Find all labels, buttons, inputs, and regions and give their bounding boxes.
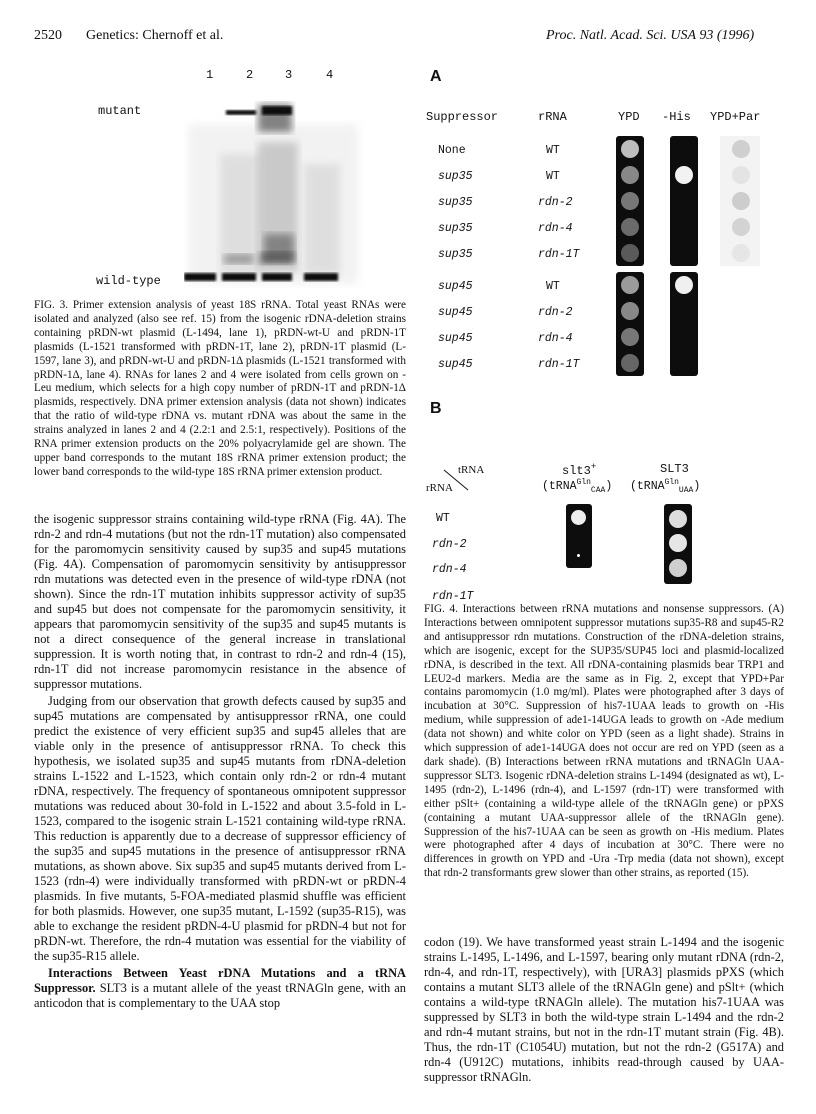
ypd-par-plate-strip — [720, 136, 760, 266]
col-header-suppressor: Suppressor — [426, 110, 499, 124]
row-label: rdn-2 — [432, 538, 467, 551]
col-header-ypd: YPD — [618, 110, 640, 124]
row-rrna: rdn-1T — [538, 248, 580, 261]
col2-sub-codon: UAA — [678, 486, 694, 496]
journal-citation: Proc. Natl. Acad. Sci. USA 93 (1996) — [546, 28, 755, 43]
slt3-wt-plate-strip — [566, 504, 592, 568]
figure-4b — [424, 400, 784, 603]
col2-subheader — [630, 478, 700, 495]
col1-sub-text: (tRNA — [542, 479, 577, 493]
gel-image — [184, 84, 364, 290]
body-paragraph: the isogenic suppressor strains containing wild-type rRNA (Fig. 4A). The rdn-2 and rdn-4 mutations (but not the rdn-1T mutation) also compensated for the paromomycin sensitivity caused by sup35 and sup45 mutations (Fig. 4A). Compensation of paromomycin sensitivity by antisuppressor rdn mutations was detected even in the presence of wild-type rDNA (not shown). Since the rdn-1T mutation inhibits suppressor activity of sup35 and sup45 but does not compensate for the paromomycin sensitivity, it appears that paromomycin sensitivity of the sup35 and sup45 mutants is not a direct consequence of the general increase in translational suppression. It is worth noting that, in contrast to rdn-2 and rdn-4 (15), rdn-1T did not increase paromomycin resistance in the absence of suppressor mutations. — [34, 512, 406, 691]
corner-label-trna: tRNA — [458, 464, 485, 476]
his-plate-strip — [670, 136, 698, 266]
panel-label-a: A — [430, 68, 442, 85]
row-suppressor: sup35 — [438, 248, 473, 261]
row-label: rdn-4 — [432, 563, 467, 576]
col2-sub-close: ) — [693, 479, 701, 493]
row-suppressor: sup45 — [438, 358, 473, 371]
col1-header — [562, 462, 596, 478]
col1-sub-close: ) — [605, 479, 613, 493]
col1-sub-codon: CAA — [590, 486, 606, 496]
figure-3 — [34, 62, 406, 294]
wildtype-band-label: wild-type — [96, 274, 161, 288]
figure-3-caption: FIG. 3. Primer extension analysis of yeast 18S rRNA. Total yeast RNAs were isolated and analyzed (also see ref. 15) from the isogenic rDNA-deletion strains containing pRDN-wt plasmid (L-1494, lane 1), pRDN-wt-U and pRDN-1T plasmids (L-1521 transformed with pRDN-1T, lane 2), pRDN-1T plasmid (L-1597, lane 3), and pRDN-wt-U and pRDN-1Δ plasmids (L-1521 transformed with pRDN-1Δ, lane 4). RNAs for lanes 2 and 4 were isolated from cells grown on -Leu medium, which selects for a high copy number of pRDN-1T and pRDN-1Δ plasmids, respectively. DNA primer extension analysis (data not shown) indicates that the ratio of wild-type rDNA vs. mutant rDNA was about the same in the strains analyzed in lanes 2 and 4 (2.2:1 and 2.5:1, respectively). Positions of the RNA primer extension products on the 20% polyacrylamide gel are shown. The upper band corresponds to the mutant 18S rRNA primer extension product; the lower band corresponds to the wild-type 18S rRNA primer extension product. — [34, 299, 406, 478]
col1-sup: + — [590, 462, 597, 472]
lane-label: 4 — [326, 68, 334, 82]
section-text: SLT3 is a mutant allele of the yeast tRNAGln gene, with an anticodon that is complementary to the UAA stop — [34, 981, 406, 1010]
row-rrna: rdn-2 — [538, 306, 573, 319]
row-suppressor: sup35 — [438, 170, 473, 183]
row-suppressor: sup45 — [438, 280, 473, 293]
row-suppressor: None — [438, 144, 466, 157]
slt3-mutant-plate-strip — [664, 504, 692, 584]
running-title: Genetics: Chernoff et al. — [86, 28, 224, 43]
row-suppressor: sup45 — [438, 332, 473, 345]
row-rrna: WT — [546, 170, 560, 183]
row-label: rdn-1T — [432, 590, 474, 603]
body-paragraph: Judging from our observation that growth defects caused by sup35 and sup45 mutations are compensated by antisuppressor rRNA, one could predict the existence of very efficient sup35 and sup45 alleles that are viable only in the presence of antisuppressor rRNA. To check this hypothesis, we isolated sup35 and sup45 mutants from rDNA-deletion strains L-1522 and L-1523, which contain only rdn-2 or rdn-4 mutant rDNA, respectively. The frequency of spontaneous omnipotent suppressor mutations was reduced about 30-fold in L-1522 and about 3.5-fold in L-1523, compared to the isogenic strain L-1521 containing wild-type rRNA. This reduction is apparently due to a decrease of suppressor efficiency of the sup35 and sup45 mutations in the presence of antisuppressor rRNA mutations, as shown above. Six sup35 and sup45 mutants derived from L-1523 (rdn-4) were individually transformed with pRDN-wt or pRDN-4 plasmids. In five mutants, 5-FOA-mediated plasmid shuffle was efficient for both plasmids. However, one sup35 mutant, L-1592 (sup35-R15), was able to exchange the resident pRDN-4-U plasmid for pRDN-4 but not for pRDN-wt. Therefore, the rdn-4 mutation was essential for the viability of the sup35-R15 allele. — [34, 694, 406, 963]
row-rrna: rdn-4 — [538, 332, 573, 345]
col1-name: slt3 — [562, 464, 591, 478]
his-plate-strip — [670, 272, 698, 376]
figure-4a — [424, 62, 784, 371]
row-rrna: rdn-2 — [538, 196, 573, 209]
col-header-his: -His — [662, 110, 691, 124]
lane-label: 2 — [246, 68, 254, 82]
page-number: 2520 — [34, 28, 62, 43]
section-heading: Interactions Between Yeast rDNA Mutations and a tRNA Suppressor. — [34, 966, 406, 995]
figure-4-caption: FIG. 4. Interactions between rRNA mutations and nonsense suppressors. (A) Interactions between omnipotent suppressor mutations sup35-R8 and sup45-R2 and antisuppressor rdn mutations. Construction of the rDNA-deletion strains, which are isogenic, except for the SUP35/SUP45 loci and plasmid-localized rDNA, is described in the text. All rDNA-containing plasmids bear TRP1 and LEU2-d markers. Media are the same as in Fig. 2, except that YPD+Par contains paromomycin (1.0 mg/ml). Plates were photographed after 3 days of incubation at 30°C. Suppression of his7-1UAA leads to growth on -His medium, while suppression of ade1-14UGA leads to growth on -Ade medium (data not shown) and white color on YPD (seen as a light shade). Strains in which suppression of ade1-14UGA does not occur are red on YPD (seen as a dark shade). (B) Interactions between rRNA mutations and tRNAGln UAA-suppressor SLT3. Isogenic rDNA-deletion strains L-1494 (designated as wt), L-1495 (rdn-2), L-1496 (rdn-4), and L-1597 (rdn-1T) were transformed with either pSlt+ (containing a wild-type allele of the tRNAGln gene) or pPXS (containing a mutant UAA-suppressor allele of the tRNAGln gene). Suppression of the his7-1UAA can be seen as growth on -His medium. Plates were photographed after 4 days of incubation at 30°C. There were no differences in growth on YPD and -Ura -Trp media (data not shown), except that rdn-2 transformants grew slower than other strains, as reported (15). — [424, 603, 784, 880]
row-rrna: WT — [546, 280, 560, 293]
row-label: WT — [436, 512, 450, 525]
right-column-text: codon (19). We have transformed yeast strain L-1494 and the isogenic strains L-1495, L-1496, and L-1597, bearing only mutant rDNA (rdn-2, rdn-4, and rdn-1T, respectively), with [URA3] plasmids pPXS (which contains a mutant SLT3 allele of the tRNAGln gene) and pSlt+ (which contains a wild-type tRNAGln allele). The mutation his7-1UAA was suppressed by SLT3 in both the wild-type strain L-1494 and the rdn-2 and rdn-4 mutant strains, but not in the rdn-1T mutant strain (Fig. 4B). Thus, the rdn-1T (C1054U) mutation, but not the rdn-2 (G517A) and rdn-4 (U912C) mutations, inhibits read-through caused by UAA-suppressor tRNAGln. — [424, 935, 784, 1084]
col2-name: SLT3 — [660, 462, 689, 476]
row-rrna: rdn-4 — [538, 222, 573, 235]
row-rrna: rdn-1T — [538, 358, 580, 371]
lane-label: 3 — [285, 68, 293, 82]
col-header-ypd-par: YPD+Par — [710, 110, 761, 124]
col1-sub-gln: Gln — [576, 478, 591, 487]
lane-label: 1 — [206, 68, 214, 82]
left-column-text — [34, 512, 406, 1011]
ypd-plate-strip — [616, 272, 644, 376]
mutant-band-label: mutant — [98, 104, 142, 118]
row-suppressor: sup35 — [438, 196, 473, 209]
col1-subheader — [542, 478, 612, 495]
row-suppressor: sup35 — [438, 222, 473, 235]
col2-sub-text: (tRNA — [630, 479, 665, 493]
ypd-plate-strip — [616, 136, 644, 266]
row-rrna: WT — [546, 144, 560, 157]
row-suppressor: sup45 — [438, 306, 473, 319]
panel-label-b: B — [430, 400, 442, 417]
corner-label-rrna: rRNA — [426, 482, 453, 494]
col2-sub-gln: Gln — [664, 478, 679, 487]
section-paragraph — [34, 966, 406, 1011]
col-header-rrna: rRNA — [538, 110, 567, 124]
